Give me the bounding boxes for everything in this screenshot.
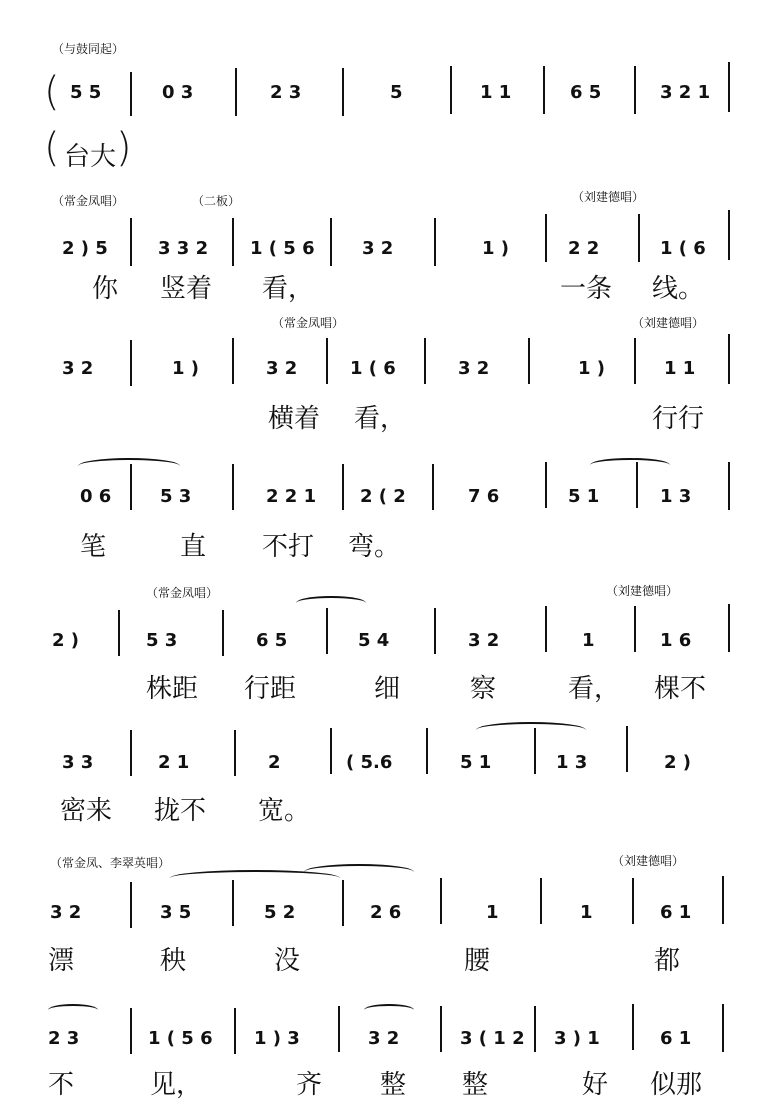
bar-line xyxy=(130,1008,132,1054)
bar-line xyxy=(130,730,132,776)
note-group: 2 ) 5 xyxy=(62,238,108,259)
lyric: 不 xyxy=(48,1070,75,1100)
slur-arc xyxy=(304,864,414,880)
bar-line xyxy=(636,462,638,508)
lyric: 棵不 xyxy=(654,674,707,704)
bar-line xyxy=(330,218,332,266)
slur-arc xyxy=(476,722,586,738)
paren-close: ) xyxy=(116,125,132,171)
note-group: 3 3 2 xyxy=(158,238,209,259)
note-group: 1 ) 3 xyxy=(254,1028,300,1049)
bar-line xyxy=(342,880,344,926)
annotation-liu-4: （刘建德唱） xyxy=(612,854,685,868)
bar-line xyxy=(330,728,332,774)
bar-line xyxy=(326,338,328,384)
bar-line xyxy=(626,726,628,772)
paren-open: ( xyxy=(44,125,60,171)
note-group: 3 2 xyxy=(362,238,394,259)
note-group: 3 2 xyxy=(266,358,298,379)
lyric: 秧 xyxy=(160,946,187,976)
bar-line xyxy=(528,338,530,384)
lyric: 腰 xyxy=(464,946,491,976)
bar-line xyxy=(728,604,730,652)
note-group: 2 6 xyxy=(370,902,402,923)
annotation-liu-2: （刘建德唱） xyxy=(632,316,705,330)
annotation-chang-li: （常金凤、李翠英唱） xyxy=(50,856,171,870)
lyric: 见， xyxy=(150,1070,203,1100)
note-group: 3 5 xyxy=(160,902,192,923)
note-group: 1 1 xyxy=(480,82,512,103)
lyric: 齐 xyxy=(296,1070,323,1100)
bar-line xyxy=(728,334,730,384)
lyric: 似那 xyxy=(650,1070,703,1100)
note-group: 5 3 xyxy=(160,486,192,507)
note-group: 2 3 xyxy=(48,1028,80,1049)
note-group: 2 xyxy=(268,752,281,773)
bar-line xyxy=(130,72,132,116)
note-group: 6 5 xyxy=(256,630,288,651)
note-group: 1 ( 6 xyxy=(350,358,396,379)
note-group: 0 3 xyxy=(162,82,194,103)
bar-line xyxy=(632,1004,634,1050)
note-group: 1 1 xyxy=(664,358,696,379)
note-group: 6 1 xyxy=(660,902,692,923)
bar-line xyxy=(545,606,547,652)
bar-line xyxy=(338,1006,340,1052)
note-group: 3 2 1 xyxy=(660,82,711,103)
note-group: 3 2 xyxy=(62,358,94,379)
lyric: 不打 xyxy=(262,532,315,562)
lyric: 横着 xyxy=(268,404,321,434)
note-group: 1 ) xyxy=(482,238,510,259)
taida-label: 台大 xyxy=(64,142,117,172)
note-group: 3 2 xyxy=(368,1028,400,1049)
bar-line xyxy=(234,1008,236,1054)
lyric: 行距 xyxy=(244,674,297,704)
note-group: 0 6 xyxy=(80,486,112,507)
lyric: 一条 xyxy=(560,274,613,304)
note-group: 2 ) xyxy=(52,630,80,651)
note-group: 5 3 xyxy=(146,630,178,651)
note-group: 1 3 xyxy=(660,486,692,507)
lyric: 没 xyxy=(274,946,301,976)
note-group: 6 5 xyxy=(570,82,602,103)
bar-line xyxy=(326,608,328,654)
note-group: 3 2 xyxy=(458,358,490,379)
note-group: 1 ) xyxy=(172,358,200,379)
lyric: 线。 xyxy=(652,274,705,304)
bar-line xyxy=(728,62,730,112)
note-group: 2 ( 2 xyxy=(360,486,406,507)
bar-line xyxy=(434,608,436,654)
note-group: 1 6 xyxy=(660,630,692,651)
lyric: 拢不 xyxy=(154,796,207,826)
lyric: 整 xyxy=(380,1070,407,1100)
annotation-chang-3: （常金凤唱） xyxy=(146,586,219,600)
bar-line xyxy=(130,218,132,266)
note-group: 3 ( 1 2 xyxy=(460,1028,525,1049)
bar-line xyxy=(534,1006,536,1052)
note-group: 3 ) 1 xyxy=(554,1028,600,1049)
bar-line xyxy=(722,1004,724,1052)
bar-line xyxy=(130,340,132,386)
bar-line xyxy=(440,1006,442,1052)
note-group: 1 ( 5 6 xyxy=(250,238,315,259)
note-group: 5 2 xyxy=(264,902,296,923)
lyric: 直 xyxy=(180,532,207,562)
note-group: 1 ( 6 xyxy=(660,238,706,259)
note-group: 1 3 xyxy=(556,752,588,773)
lyric: 宽。 xyxy=(258,796,311,826)
lyric: 看， xyxy=(568,674,621,704)
bar-line xyxy=(118,610,120,656)
note-group: 5 5 xyxy=(70,82,102,103)
lyric: 行行 xyxy=(652,404,705,434)
lyric: 株距 xyxy=(146,674,199,704)
note-group: 5 xyxy=(390,82,403,103)
note-group: 3 2 xyxy=(50,902,82,923)
bar-line xyxy=(632,878,634,924)
bar-line xyxy=(222,610,224,656)
bar-line xyxy=(634,606,636,652)
lyric: 整 xyxy=(462,1070,489,1100)
bar-line xyxy=(130,882,132,928)
lyric: 你 xyxy=(92,274,119,304)
bar-line xyxy=(234,730,236,776)
bar-line xyxy=(534,728,536,774)
note-group: 2 ) xyxy=(664,752,692,773)
note-group: 3 2 xyxy=(468,630,500,651)
bar-line xyxy=(342,68,344,116)
annotation-liu-1: （刘建德唱） xyxy=(572,190,645,204)
bar-line xyxy=(728,210,730,260)
lyric: 好 xyxy=(582,1070,609,1100)
bar-line xyxy=(638,214,640,262)
bar-line xyxy=(545,462,547,508)
lyric: 都 xyxy=(654,946,681,976)
bar-line xyxy=(722,876,724,924)
bar-line xyxy=(232,218,234,266)
bar-line xyxy=(540,878,542,924)
lyric: 漂 xyxy=(48,946,75,976)
slur-arc xyxy=(78,458,180,474)
bar-line xyxy=(424,338,426,384)
bar-line xyxy=(728,462,730,510)
note-group: 2 2 1 xyxy=(266,486,317,507)
bar-line xyxy=(232,464,234,510)
note-group: ( 5.6 xyxy=(346,752,393,773)
note-group: 1 xyxy=(580,902,593,923)
note-group: 5 1 xyxy=(568,486,600,507)
bar-line xyxy=(432,464,434,510)
annotation-chang-1: （常金凤唱） xyxy=(52,194,125,208)
lyric: 看， xyxy=(354,404,407,434)
bar-line xyxy=(543,66,545,114)
paren-open: ( xyxy=(44,69,60,115)
note-group: 2 2 xyxy=(568,238,600,259)
bar-line xyxy=(130,464,132,510)
note-group: 2 1 xyxy=(158,752,190,773)
slur-arc xyxy=(364,1004,414,1016)
note-group: 1 ) xyxy=(578,358,606,379)
bar-line xyxy=(426,728,428,774)
bar-line xyxy=(634,338,636,384)
note-group: 5 4 xyxy=(358,630,390,651)
bar-line xyxy=(235,68,237,116)
bar-line xyxy=(450,66,452,114)
note-group: 1 xyxy=(486,902,499,923)
bar-line xyxy=(232,338,234,384)
bar-line xyxy=(434,218,436,266)
bar-line xyxy=(545,214,547,262)
lyric: 弯。 xyxy=(348,532,401,562)
note-group: 6 1 xyxy=(660,1028,692,1049)
bar-line xyxy=(440,878,442,924)
annotation-chang-2: （常金凤唱） xyxy=(272,316,345,330)
note-group: 5 1 xyxy=(460,752,492,773)
annotation-intro: （与鼓同起） xyxy=(52,42,125,56)
lyric: 密来 xyxy=(60,796,113,826)
annotation-erban: （二板） xyxy=(192,194,241,208)
slur-arc xyxy=(590,458,670,472)
bar-line xyxy=(342,464,344,510)
note-group: 1 xyxy=(582,630,595,651)
slur-arc xyxy=(48,1004,98,1016)
bar-line xyxy=(634,66,636,114)
lyric: 竖着 xyxy=(160,274,213,304)
lyric: 细 xyxy=(374,674,401,704)
note-group: 1 ( 5 6 xyxy=(148,1028,213,1049)
note-group: 7 6 xyxy=(468,486,500,507)
bar-line xyxy=(232,880,234,926)
lyric: 察 xyxy=(470,674,497,704)
note-group: 3 3 xyxy=(62,752,94,773)
lyric: 笔 xyxy=(80,532,107,562)
annotation-liu-3: （刘建德唱） xyxy=(606,584,679,598)
slur-arc xyxy=(296,596,366,610)
note-group: 2 3 xyxy=(270,82,302,103)
lyric: 看， xyxy=(262,274,315,304)
